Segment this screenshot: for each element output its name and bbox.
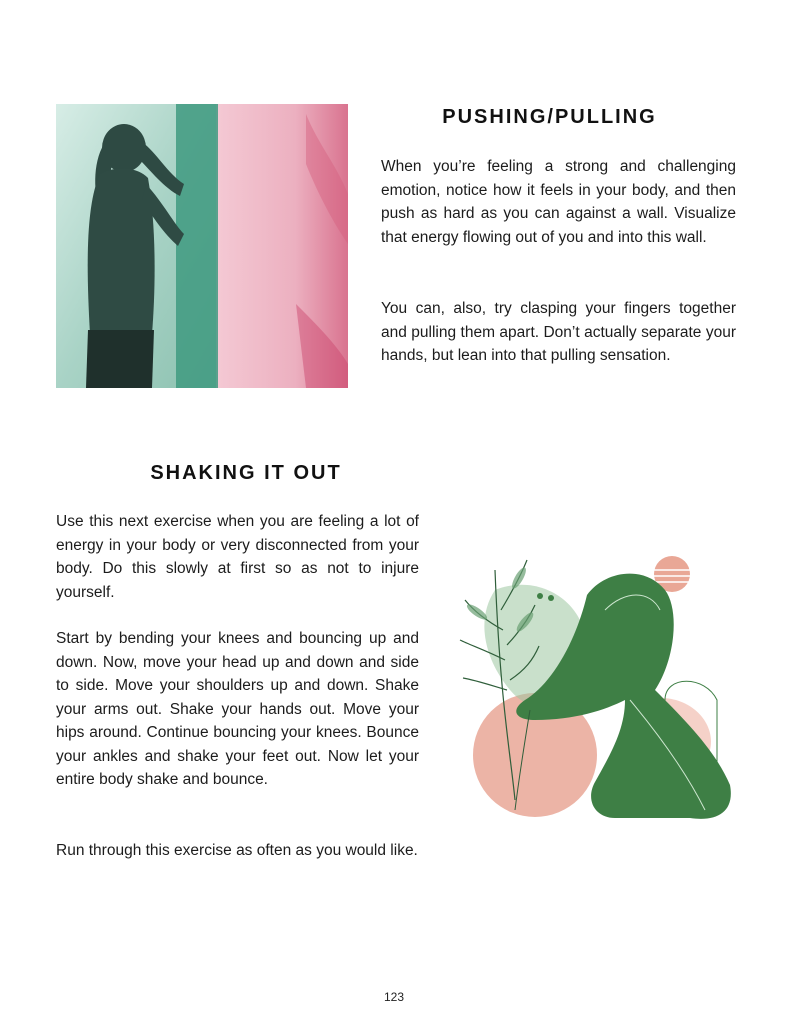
shaking-paragraph-1: Use this next exercise when you are feeling a lot of energy in your body or very disconnected from your body. Do this slowly at first so as not to injure yourself. (56, 513, 419, 601)
shaking-paragraph-3: Run through this exercise as often as you would like. (56, 842, 418, 859)
dancing-figure-illustration (455, 550, 740, 830)
pushing-paragraph-2: You can, also, try clasping your fingers together and pulling them apart. Don’t actually separate your hands, but lean into that pulling sensation. (381, 300, 736, 364)
page-number: 123 (383, 990, 405, 1004)
shaking-it-out-title: SHAKING IT OUT (150, 462, 342, 484)
woman-pushing-wall-illustration (56, 104, 348, 388)
pushing-pulling-title: PUSHING/PULLING (442, 106, 657, 128)
pushing-paragraph-1: When you’re feeling a strong and challenging emotion, notice how it feels in your body, and then push as hard as you can against a wall. Visualize that energy flowing out of you and into this wall. (381, 158, 736, 246)
shaking-paragraph-2: Start by bending your knees and bouncing up and down. Now, move your head up and down and side to side. Move your shoulders up and down. Shake your arms out. Shake your hands out. Move your hips around. Continue bouncing your knees. Bounce your ankles and shake your feet out. Now let your entire body shake and bounce. (56, 630, 419, 788)
